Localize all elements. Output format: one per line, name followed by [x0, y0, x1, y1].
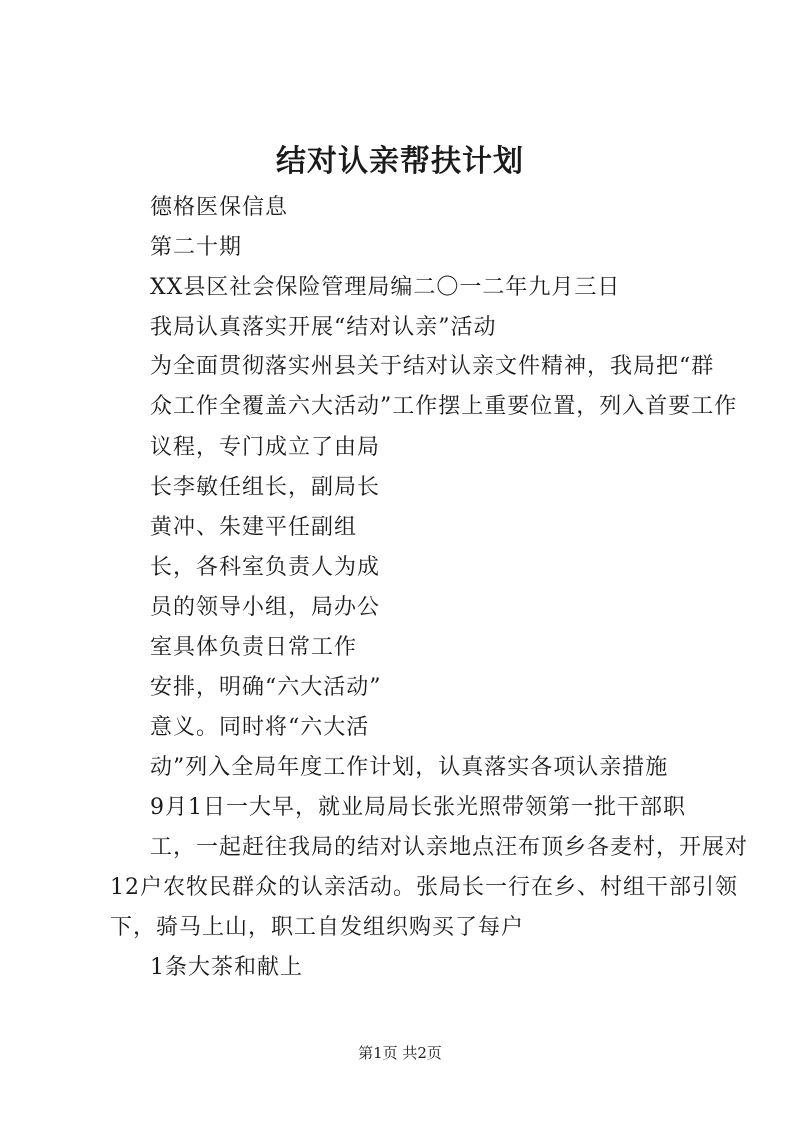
paragraph-line: 德格医保信息 [150, 195, 289, 220]
paragraph-line: 第二十期 [150, 235, 243, 260]
paragraph-line: 工，一起赶往我局的结对认亲地点汪布顶乡各麦村，开展对 [150, 835, 749, 860]
paragraph-line: 动”列入全局年度工作计划，认真落实各项认亲措施 [150, 755, 669, 780]
page-footer: 第1页 共2页 [358, 1044, 442, 1062]
paragraph-line: 黄冲、朱建平任副组 [150, 515, 358, 540]
paragraph-line: 9月1日一大早，就业局局长张光照带领第一批干部职 [150, 795, 686, 820]
paragraph-line: 长，各科室负责人为成 [150, 555, 381, 580]
paragraph-line: XX县区社会保险管理局编二〇一二年九月三日 [150, 275, 621, 300]
paragraph-line: 室具体负责日常工作 [150, 635, 358, 660]
document-title: 结对认亲帮扶计划 [276, 144, 524, 179]
paragraph-line: 众工作全覆盖六大活动”工作摆上重要位置，列入首要工作 [150, 394, 738, 419]
paragraph-line: 意义。同时将“六大活 [150, 715, 370, 740]
paragraph-line: 长李敏任组长，副局长 [150, 475, 381, 500]
paragraph-line: 1条大茶和献上 [150, 955, 303, 980]
paragraph-line: 安排，明确“六大活动” [150, 675, 382, 700]
paragraph-line: 议程，专门成立了由局 [150, 435, 381, 460]
paragraph-line: 下，骑马上山，职工自发组织购买了每户 [110, 915, 525, 940]
paragraph-line: 为全面贯彻落实州县关于结对认亲文件精神，我局把“群 [150, 354, 715, 379]
paragraph-line: 我局认真落实开展“结对认亲”活动 [150, 315, 497, 340]
paragraph-line: 员的领导小组，局办公 [150, 595, 381, 620]
paragraph-line: 12户农牧民群众的认亲活动。张局长一行在乡、村组干部引领 [110, 875, 738, 900]
